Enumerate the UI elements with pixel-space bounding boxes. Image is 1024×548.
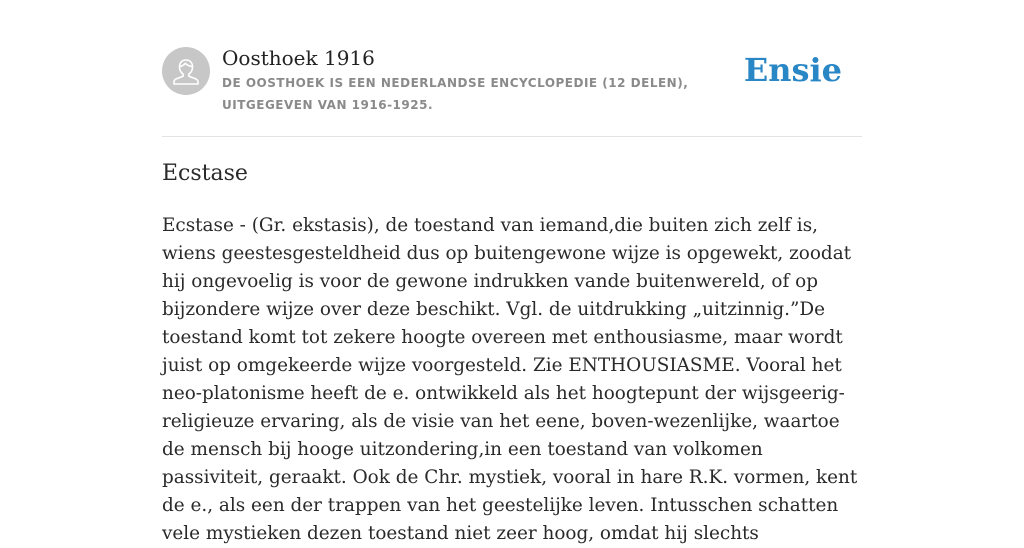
source-title[interactable]: Oosthoek 1916 xyxy=(222,46,375,70)
source-avatar[interactable] xyxy=(162,47,210,95)
entry-title: Ecstase xyxy=(162,161,248,186)
user-silhouette-icon xyxy=(162,47,210,95)
source-header xyxy=(162,44,862,137)
source-description: DE OOSTHOEK IS EEN NEDERLANDSE ENCYCLOPEDIE (12 DELEN), UITGEGEVEN VAN 1916-1925. xyxy=(222,76,689,112)
brand-logo[interactable]: Ensie xyxy=(743,51,842,89)
entry-body: Ecstase - (Gr. ekstasis), de toestand van iemand,die buiten zich zelf is, wiens geestesgesteldheid dus op buitengewone wijze is opgewekt, zoodat hij ongevoelig is voor de gewone indrukken vande buitenwereld, of op bijzondere wijze over deze beschikt. Vgl. de uitdrukking „uitzinnig.”De toestand komt tot zekere hoogte overeen met enthousiasme, maar wordt juist op omgekeerde wijze voorgesteld. Zie ENTHOUSIASME. Vooral het neo-platonisme heeft de e. ontwikkeld als het hoogtepunt der wijsgeerig-religieuze ervaring, als de visie van het eene, boven-wezenlijke, waartoe de mensch bij hooge uitzondering,in een toestand van volkomen passiviteit, geraakt. Ook de Chr. mystiek, vooral in hare R.K. vormen, kent de e., als een der trappen van het geestelijke leven. Intusschen schatten vele mystieken dezen toestand niet zeer hoog, omdat hij slechts xyxy=(162,215,858,544)
